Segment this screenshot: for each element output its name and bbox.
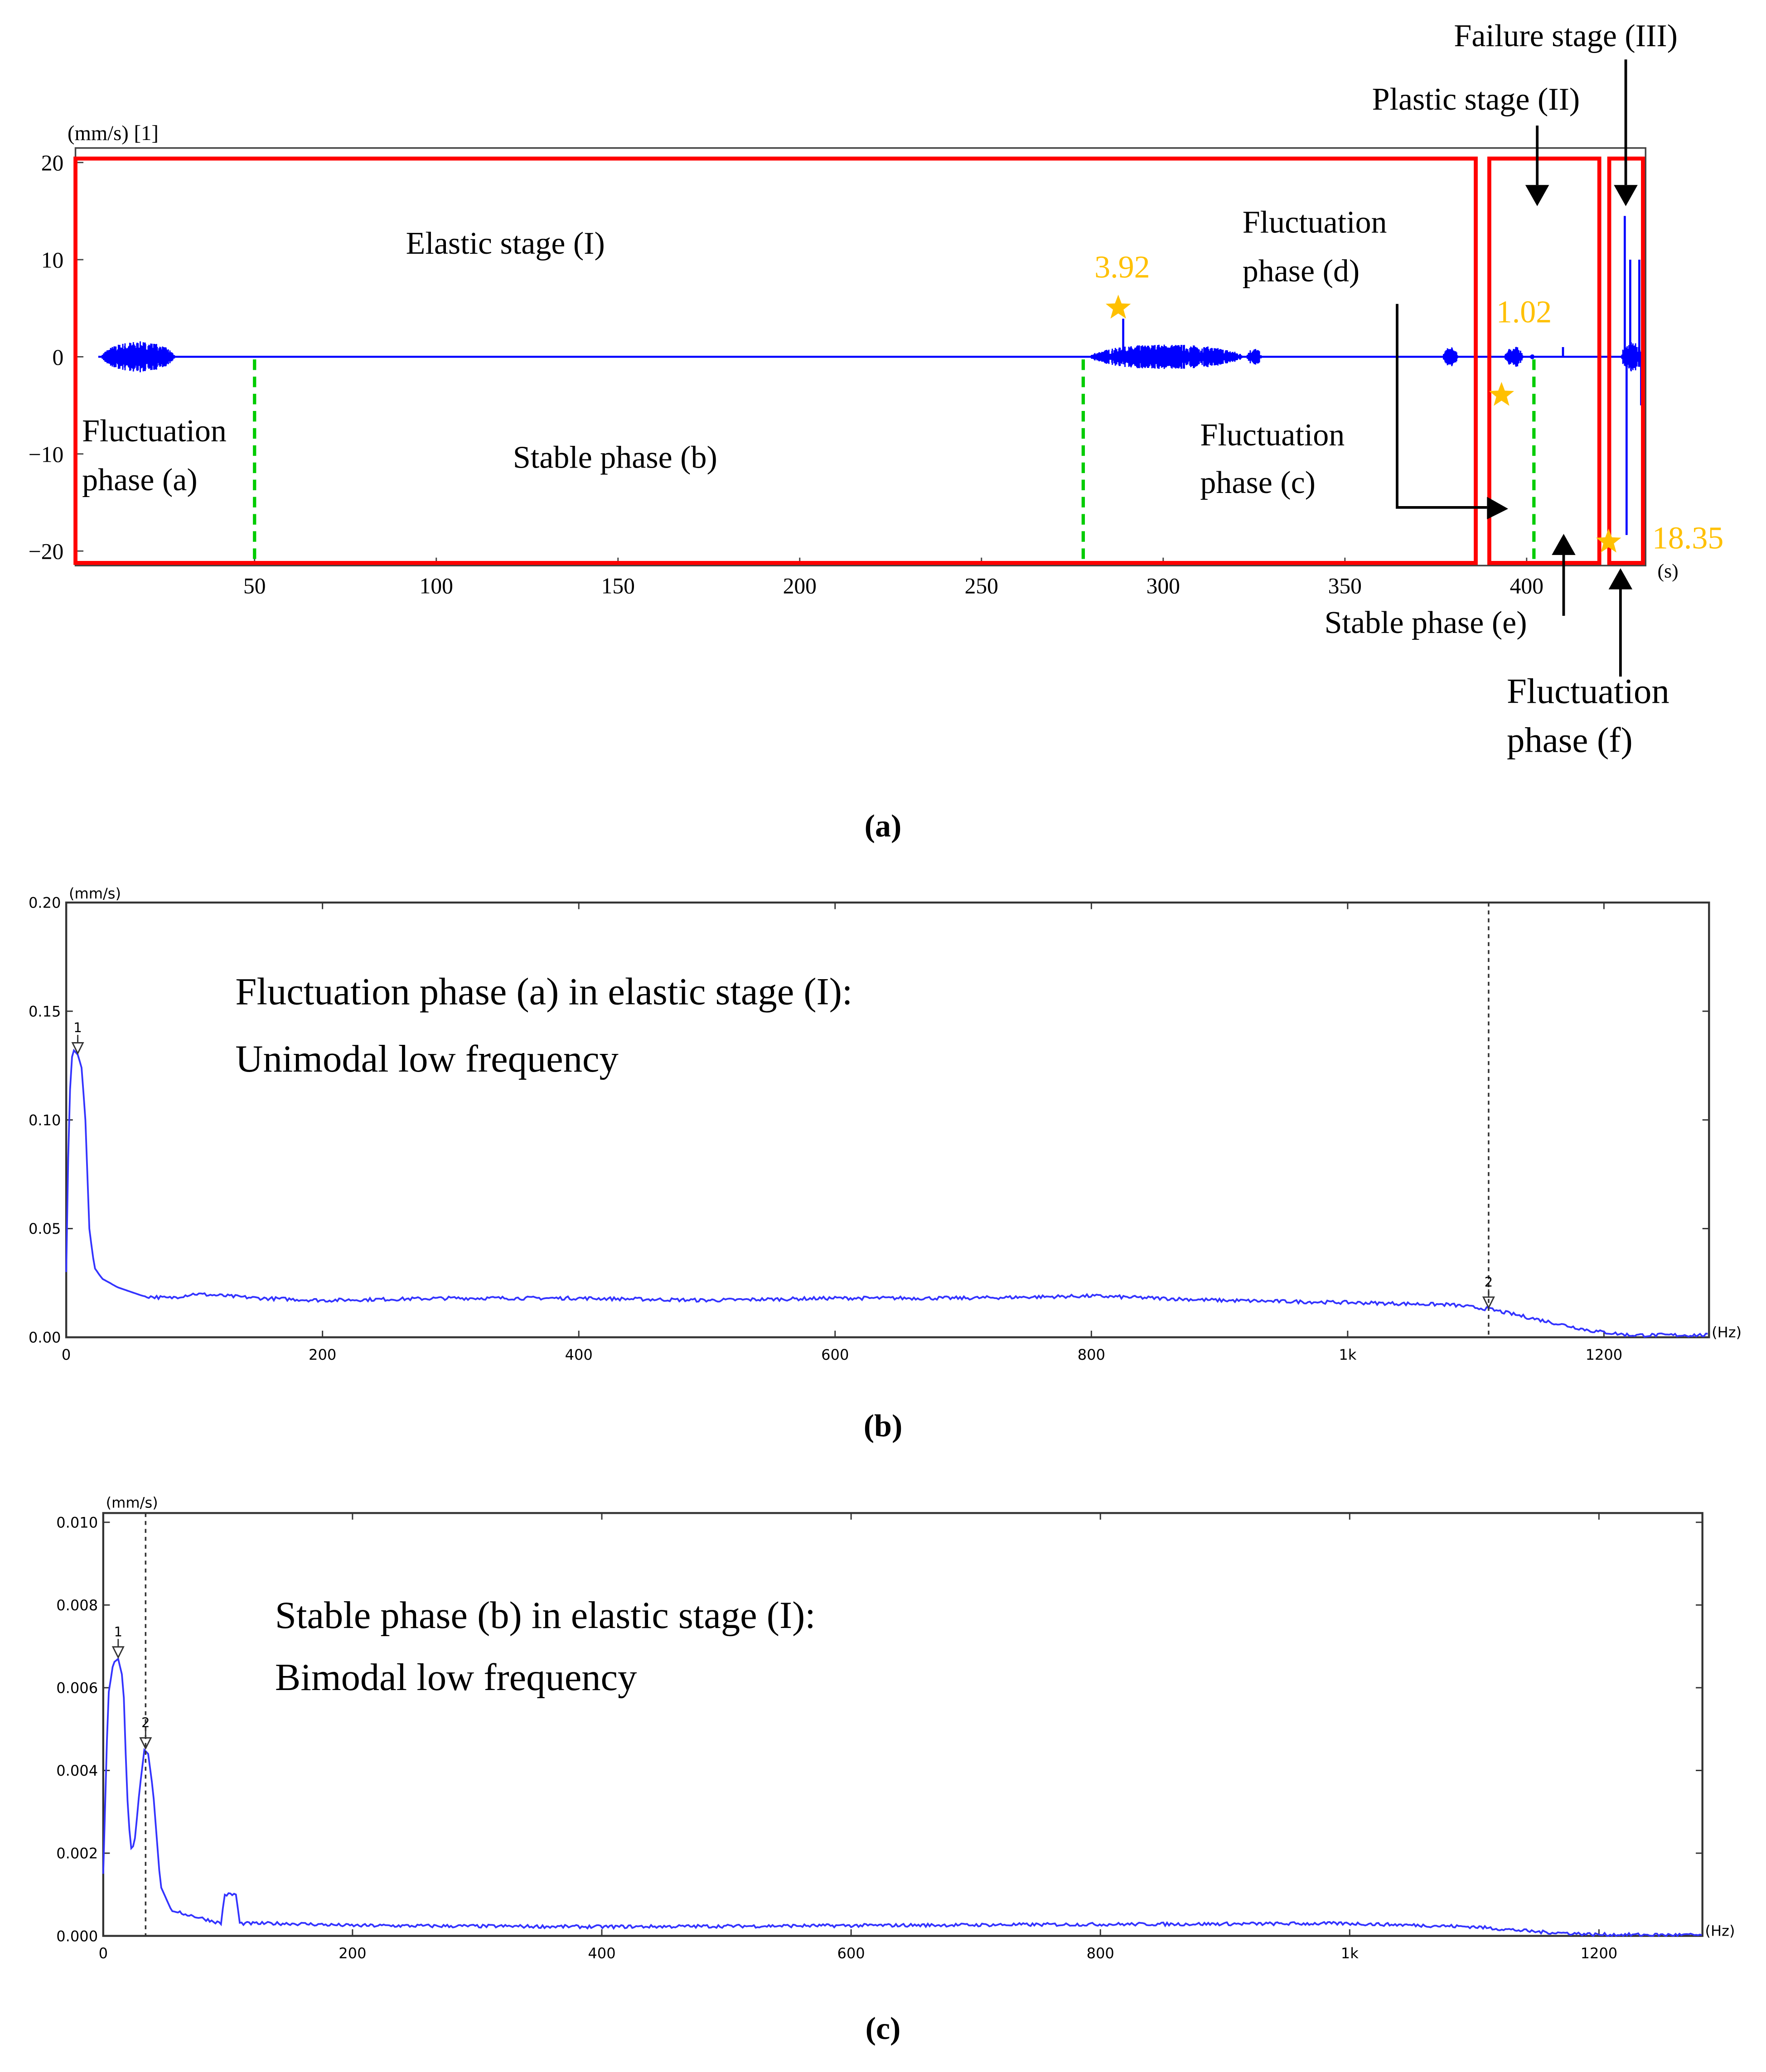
x-tick-label: 400 [588,1945,616,1962]
y-tick-label: 20 [41,150,64,176]
y-tick-label: 0.05 [29,1220,61,1238]
panel-a-waveform [29,19,1724,844]
x-tick-label: 300 [1146,573,1180,599]
arrowhead-icon [1609,568,1632,589]
waveform-burst [1505,347,1523,367]
x-tick-label: 50 [243,573,266,599]
caption-c: (c) [865,2011,901,2047]
y-tick-label: 0.008 [56,1596,98,1614]
y-axis-unit-label: (mm/s) [1] [68,121,159,145]
peak-value-label: 1.02 [1496,295,1552,330]
label-fluctuation-f-1: Fluctuation [1507,671,1669,711]
panel-c-spectrum [56,1494,1735,2046]
label-failure-stage: Failure stage (III) [1454,19,1678,54]
label-fluctuation-c-1: Fluctuation [1200,417,1345,453]
waveform-burst [102,341,174,372]
y-tick-label: 0.010 [56,1514,98,1531]
x-tick-label: 350 [1328,573,1362,599]
x-tick-label: 200 [783,573,817,599]
x-tick-label: 0 [61,1346,71,1364]
label-elastic-stage: Elastic stage (I) [406,226,605,261]
y-tick-label: 0.006 [56,1679,98,1697]
spectrum-title-line-2: Bimodal low frequency [275,1657,637,1699]
x-tick-label: 200 [309,1346,337,1364]
y-tick-label: 0.20 [29,894,61,912]
x-tick-label: 1200 [1580,1945,1618,1962]
label-fluctuation-d-1: Fluctuation [1242,205,1387,240]
x-tick-label: 1200 [1585,1346,1623,1364]
label-fluctuation-a-2: phase (a) [82,463,198,498]
star-icon [1489,382,1514,406]
star-icon [1106,295,1131,319]
peak-marker-label: 2 [141,1715,150,1731]
y-tick-label: 0.10 [29,1111,61,1129]
plot-frame [103,1513,1703,1936]
peak-marker-icon [1483,1289,1494,1308]
x-tick-label: 150 [601,573,635,599]
x-tick-label: 400 [565,1346,593,1364]
peak-marker-label: 1 [114,1624,123,1640]
label-fluctuation-c-2: phase (c) [1200,465,1316,500]
peak-marker-label: 1 [73,1020,82,1036]
arrowhead-icon [1552,534,1575,555]
panel-b-spectrum [29,885,1742,1444]
caption-a: (a) [864,809,902,844]
y-tick-label: 0 [52,344,64,370]
waveform-burst [1443,348,1457,366]
arrowhead-icon [1525,185,1549,206]
y-tick-label: 0.004 [56,1762,98,1780]
y-tick-label: −10 [28,442,64,467]
x-axis-unit-label: (s) [1657,560,1679,582]
x-tick-label: 800 [1086,1945,1114,1962]
y-axis-unit-label: (mm/s) [68,885,121,903]
y-tick-label: 0.00 [29,1329,61,1347]
x-tick-label: 100 [419,573,453,599]
peak-marker-label: 2 [1484,1274,1493,1290]
spectrum-title-line-1: Stable phase (b) in elastic stage (I): [275,1594,816,1637]
y-tick-label: 0.002 [56,1845,98,1862]
label-stable-e: Stable phase (e) [1324,605,1527,640]
x-axis-unit-label: (Hz) [1712,1323,1742,1341]
waveform-burst [1530,354,1534,359]
spectrum-title-line-1: Fluctuation phase (a) in elastic stage (I): [235,971,853,1013]
x-tick-label: 1k [1340,1945,1359,1962]
label-fluctuation-f-2: phase (f) [1507,720,1633,760]
label-stable-b: Stable phase (b) [513,440,717,475]
arrowheads [1487,185,1637,589]
arrowhead-icon [1614,185,1637,206]
x-tick-label: 200 [339,1945,367,1962]
x-tick-label: 1k [1339,1346,1357,1364]
x-tick-label: 800 [1077,1346,1105,1364]
spectrum-line [66,1050,1708,1337]
x-tick-label: 600 [821,1346,849,1364]
y-tick-label: 10 [41,247,64,273]
y-tick-label: −20 [28,539,64,564]
x-tick-label: 250 [964,573,998,599]
stage-box-2 [1489,159,1599,563]
plot-frame [66,903,1709,1338]
label-fluctuation-a-1: Fluctuation [82,414,227,449]
x-axis-unit-label: (Hz) [1705,1922,1735,1940]
y-axis-unit-label: (mm/s) [106,1494,158,1512]
x-tick-label: 600 [837,1945,865,1962]
label-fluctuation-d-2: phase (d) [1242,254,1360,289]
y-tick-label: 0.000 [56,1927,98,1945]
label-plastic-stage: Plastic stage (II) [1372,82,1580,117]
arrowhead-icon [1487,497,1508,520]
waveform-burst [1090,345,1243,369]
x-tick-label: 0 [98,1945,108,1962]
spectrum-title-line-2: Unimodal low frequency [235,1038,619,1081]
x-tick-label: 400 [1510,573,1543,599]
waveform-burst [1247,349,1261,364]
arrow-fluctuation-d [1397,304,1487,507]
peak-value-label: 3.92 [1094,250,1150,285]
spectrum-line [103,1659,1702,1936]
caption-b: (b) [863,1409,903,1444]
y-tick-label: 0.15 [29,1003,61,1020]
peak-value-label: 18.35 [1652,521,1724,556]
peak-marker-icon [113,1639,123,1657]
